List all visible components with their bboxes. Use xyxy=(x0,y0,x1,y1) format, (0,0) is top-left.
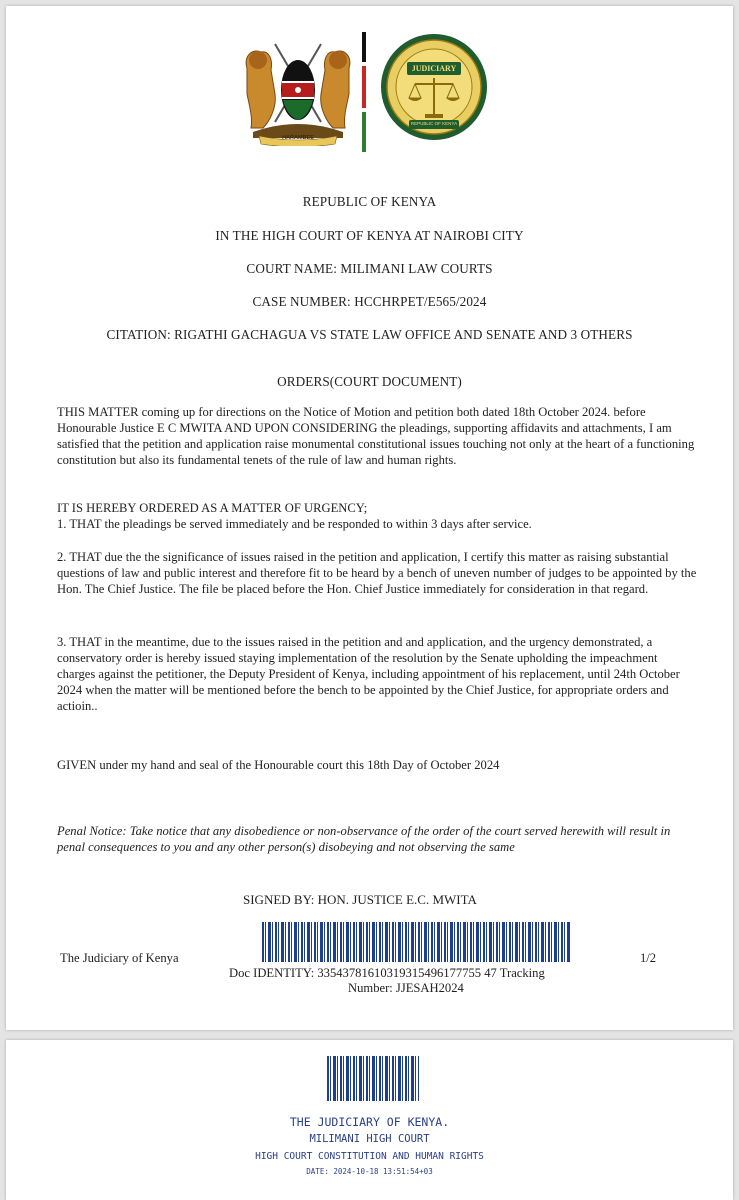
header-court-name: COURT NAME: MILIMANI LAW COURTS xyxy=(246,261,493,276)
coat-of-arms-motto: HARAMBEE xyxy=(282,135,314,141)
seal-republic-label: REPUBLIC OF KENYA xyxy=(410,121,458,126)
ordered-heading: IT IS HEREBY ORDERED AS A MATTER OF URGENCY; xyxy=(57,501,368,515)
page-number: 1/2 xyxy=(640,951,657,965)
order-2: 2. THAT due the the significance of issues raised in the petition and application, I certify this matter as raising substantial questions of law and public interest and therefore fit to be heard by a bench of uneven number of judges to be appointed by the Hon. The Chief Justice. The file be placed before the Hon. Chief Justice immediately for consideration in that regard. xyxy=(57,550,697,596)
tracking-number: Number: JJESAH2024 xyxy=(348,981,464,995)
intro-paragraph: THIS MATTER coming up for directions on the Notice of Motion and petition both dated 18th October 2024. before Honourable Justice E C MWITA AND UPON CONSIDERING the pleadings, supporting affidavits and attachments, I am satisfied that the petition and application raise monumental constitutional issues touching not only at the heart of a functioning constitution but also its fundamental tenets of the rule of law and human rights. xyxy=(57,405,695,467)
penal-notice: Penal Notice: Take notice that any disobedience or non-observance of the order of the court served herewith will result in penal consequences to you and any other person(s) disobeying and not observing the same xyxy=(57,824,671,854)
kenya-coat-of-arms xyxy=(239,38,357,146)
stamp-barcode xyxy=(327,1056,419,1101)
order-1: 1. THAT the pleadings be served immediately and be responded to within 3 days after service. xyxy=(57,517,532,531)
flag-divider xyxy=(362,32,366,152)
stamp-line-1: THE JUDICIARY OF KENYA. xyxy=(289,1115,450,1129)
document-page-2 xyxy=(6,1040,733,1200)
signature-line: SIGNED BY: HON. JUSTICE E.C. MWITA xyxy=(243,892,477,907)
barcode xyxy=(262,922,571,962)
header-court: IN THE HIGH COURT OF KENYA AT NAIROBI CITY xyxy=(215,228,524,243)
document-page-1 xyxy=(6,6,733,1030)
order-3: 3. THAT in the meantime, due to the issues raised in the petition and and application, and the urgency demonstrated, a conservatory order is hereby issued staying implementation of the resolution by the Senate upholding the impeachment charges against the petitioner, the Deputy President of Kenya, including appointment of his replacement, until 24th October 2024 when the matter will be mentioned before the bench to be appointed by the Chief Justice, for appropriate orders and actioin.. xyxy=(57,635,680,713)
stamp-line-4: DATE: 2024-10-18 13:51:54+03 xyxy=(306,1167,433,1176)
header-citation: CITATION: RIGATHI GACHAGUA VS STATE LAW OFFICE AND SENATE AND 3 OTHERS xyxy=(106,327,633,342)
stamp-line-2: MILIMANI HIGH COURT xyxy=(309,1133,430,1145)
doc-identity: Doc IDENTITY: 33543781610319315496177755 47 Tracking xyxy=(229,966,545,980)
document-title: ORDERS(COURT DOCUMENT) xyxy=(277,374,462,389)
header-case-number: CASE NUMBER: HCCHRPET/E565/2024 xyxy=(252,294,487,309)
header-republic: REPUBLIC OF KENYA xyxy=(302,194,437,209)
stamp-line-3: HIGH COURT CONSTITUTION AND HUMAN RIGHTS xyxy=(255,1151,484,1162)
given-statement: GIVEN under my hand and seal of the Honourable court this 18th Day of October 2024 xyxy=(57,758,500,772)
seal-judiciary-label: JUDICIARY xyxy=(411,64,457,73)
footer-judiciary: The Judiciary of Kenya xyxy=(60,951,179,965)
